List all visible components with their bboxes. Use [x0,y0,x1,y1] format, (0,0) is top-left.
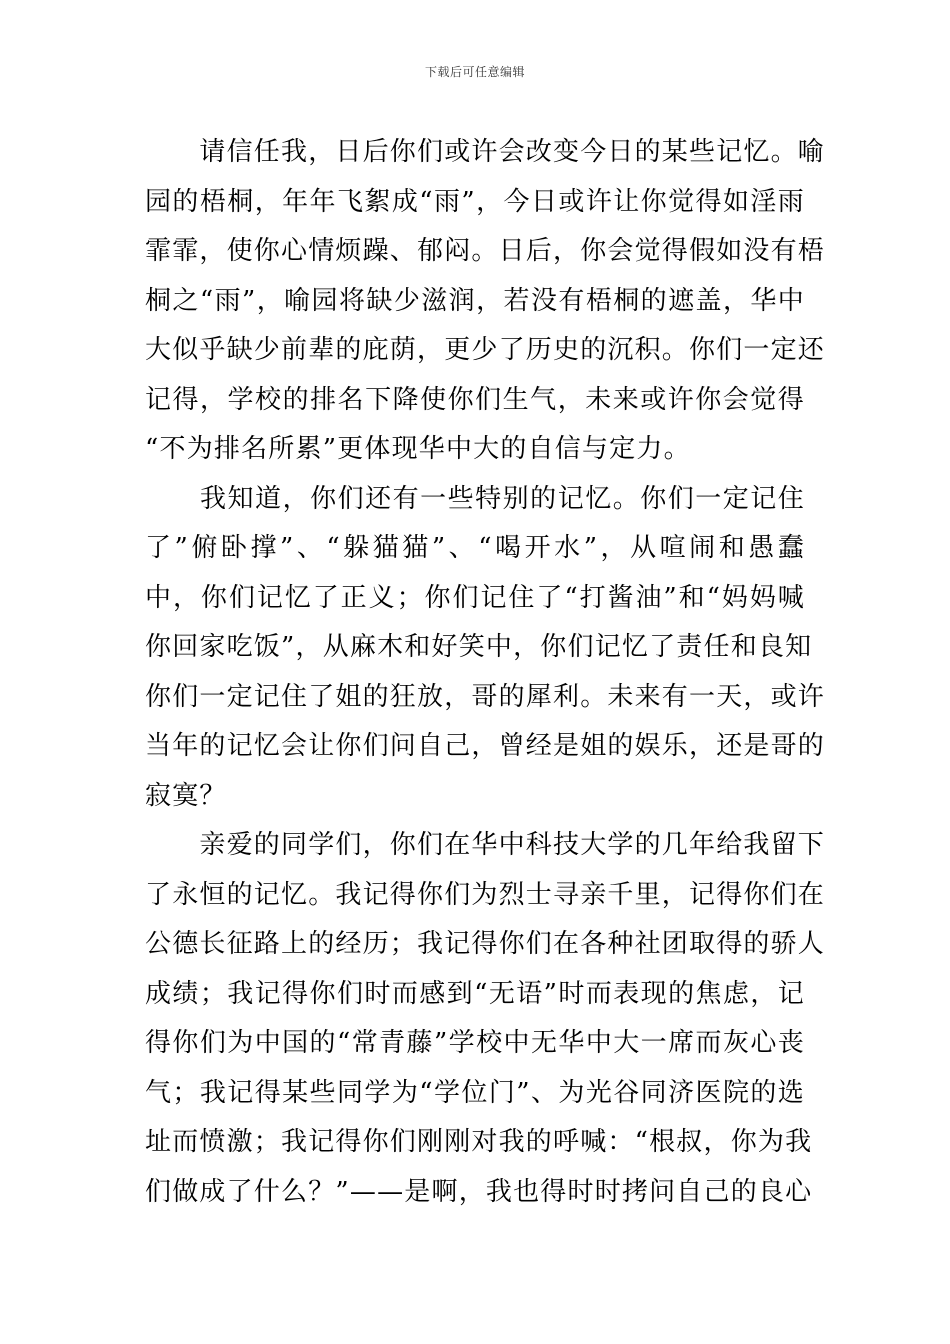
text-line: 请信任我，日后你们或许会改变今日的某些记忆。喻 [145,137,826,167]
text-line: 我知道，你们还有一些特别的记忆。你们一定记住 [145,483,805,514]
text-line: 园的梧桐，年年飞絮成“雨”，今日或许让你觉得如淫雨 [145,186,805,217]
text-line: 霏霏，使你心情烦躁、郁闷。日后，你会觉得假如没有梧 [145,236,826,266]
text-line: 亲爱的同学们，你们在华中科技大学的几年给我留下 [145,830,826,860]
text-line: 公德长征路上的经历；我记得你们在各种社团取得的骄人 [145,929,826,959]
text-line: “不为排名所累”更体现华中大的自信与定力。 [145,434,691,464]
text-line: 桐之“雨”，喻园将缺少滋润，若没有梧桐的遮盖，华中 [145,285,805,316]
text-line: 寂寞？ [145,780,227,811]
paragraph-2 [145,475,826,822]
text-line: 了永恒的记忆。我记得你们为烈士寻亲千里，记得你们在 [145,879,826,910]
text-line: 得你们为中国的“常青藤”学校中无华中大一席而灰心丧 [145,1028,805,1058]
text-line: 成绩；我记得你们时而感到“无语”时而表现的焦虑，记 [145,978,805,1009]
text-line: 当年的记忆会让你们问自己，曾经是姐的娱乐，还是哥的 [145,731,826,761]
text-line: 中，你们记忆了正义；你们记住了“打酱油”和“妈妈喊 [145,582,805,613]
text-line: 址而愤激；我记得你们刚刚对我的呼喊：“根叔，你为我 [145,1127,813,1157]
text-line: 你回家吃饭”，从麻木和好笑中，你们记忆了责任和良知 [145,632,813,662]
paragraph-3 [145,821,826,1217]
text-line: 记得，学校的排名下降使你们生气，未来或许你会觉得 [145,384,805,415]
text-line: 气；我记得某些同学为“学位门”、为光谷同济医院的选 [145,1077,805,1108]
document-body [145,128,826,1217]
text-line: 们做成了什么？”——是啊，我也得时时拷问自己的良心 [145,1176,813,1207]
text-line: 了”俯卧撑”、“躲猫猫”、“喝开水”，从喧闹和愚蠢 [145,533,805,563]
paragraph-1 [145,128,826,475]
text-line: 大似乎缺少前辈的庇荫，更少了历史的沉积。你们一定还 [145,335,826,365]
text-line: 你们一定记住了姐的狂放，哥的犀利。未来有一天，或许 [145,681,826,712]
page-header: 下载后可任意编辑 [424,65,525,79]
